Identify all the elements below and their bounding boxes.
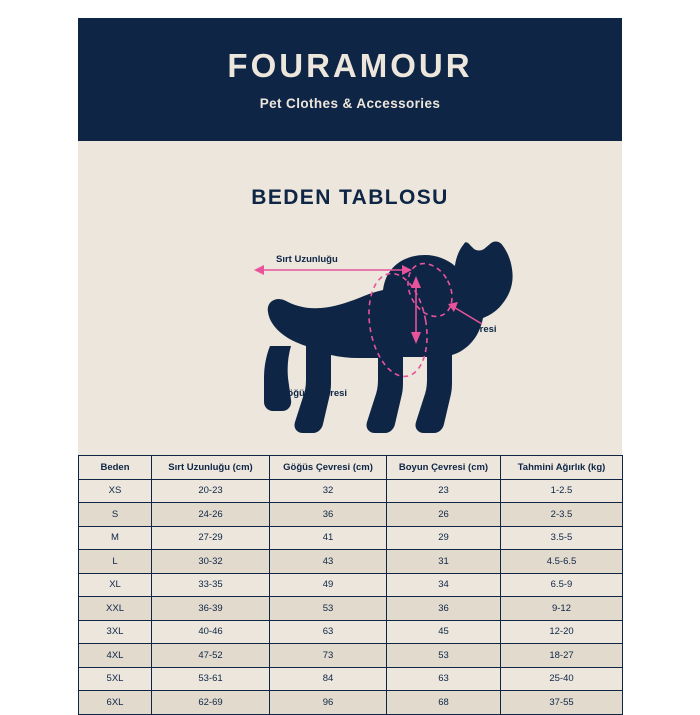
table-cell: 24-26 <box>152 503 270 527</box>
column-header-neck-girth: Boyun Çevresi (cm) <box>387 456 501 480</box>
table-cell: 6.5-9 <box>501 573 623 597</box>
table-cell: 3XL <box>79 620 152 644</box>
table-cell: 23 <box>387 479 501 503</box>
table-cell: 63 <box>270 620 387 644</box>
table-row <box>79 479 623 503</box>
table-row <box>79 691 623 715</box>
table-cell: 53 <box>387 644 501 668</box>
table-cell: 25-40 <box>501 667 623 691</box>
table-cell: 5XL <box>79 667 152 691</box>
column-header-size: Beden <box>79 456 152 480</box>
table-cell: 12-20 <box>501 620 623 644</box>
size-table-body <box>79 479 623 714</box>
dog-measurement-illustration <box>78 228 622 443</box>
table-cell: 33-35 <box>152 573 270 597</box>
table-cell: 96 <box>270 691 387 715</box>
table-cell: 20-23 <box>152 479 270 503</box>
table-cell: XS <box>79 479 152 503</box>
table-cell: 47-52 <box>152 644 270 668</box>
table-cell: 32 <box>270 479 387 503</box>
table-row <box>79 620 623 644</box>
table-header-row <box>79 456 623 480</box>
table-cell: 53 <box>270 597 387 621</box>
table-cell: XL <box>79 573 152 597</box>
table-row <box>79 597 623 621</box>
table-cell: 26 <box>387 503 501 527</box>
column-header-chest-girth: Göğüs Çevresi (cm) <box>270 456 387 480</box>
column-header-weight: Tahmini Ağırlık (kg) <box>501 456 623 480</box>
table-cell: 40-46 <box>152 620 270 644</box>
page-title: BEDEN TABLOSU <box>251 186 449 209</box>
table-cell: 6XL <box>79 691 152 715</box>
table-cell: 2-3.5 <box>501 503 623 527</box>
table-cell: 3.5-5 <box>501 526 623 550</box>
back-length-arrowhead-left <box>254 265 264 275</box>
table-cell: 27-29 <box>152 526 270 550</box>
brand-header <box>78 18 622 141</box>
table-cell: 1-2.5 <box>501 479 623 503</box>
table-cell: M <box>79 526 152 550</box>
table-cell: 63 <box>387 667 501 691</box>
table-row <box>79 503 623 527</box>
table-cell: 18-27 <box>501 644 623 668</box>
table-cell: 36 <box>270 503 387 527</box>
table-cell: 4.5-6.5 <box>501 550 623 574</box>
table-cell: 68 <box>387 691 501 715</box>
table-cell: 53-61 <box>152 667 270 691</box>
table-cell: 45 <box>387 620 501 644</box>
brand-name: FOURAMOUR <box>227 47 473 85</box>
table-cell: 49 <box>270 573 387 597</box>
size-table <box>78 455 623 715</box>
table-row <box>79 644 623 668</box>
dog-silhouette-svg <box>78 228 622 443</box>
table-cell: 29 <box>387 526 501 550</box>
table-cell: 30-32 <box>152 550 270 574</box>
table-row <box>79 667 623 691</box>
table-cell: 34 <box>387 573 501 597</box>
table-cell: 62-69 <box>152 691 270 715</box>
table-row <box>79 526 623 550</box>
label-neck-girth: Boyun Çevresi <box>430 324 497 335</box>
table-row <box>79 573 623 597</box>
column-header-back-length: Sırt Uzunluğu (cm) <box>152 456 270 480</box>
table-cell: 43 <box>270 550 387 574</box>
table-cell: 37-55 <box>501 691 623 715</box>
table-cell: 36-39 <box>152 597 270 621</box>
table-cell: 41 <box>270 526 387 550</box>
label-chest-girth: Göğüs Çevresi <box>280 388 348 399</box>
table-cell: 31 <box>387 550 501 574</box>
table-cell: S <box>79 503 152 527</box>
table-cell: L <box>79 550 152 574</box>
brand-tagline: Pet Clothes & Accessories <box>259 95 441 111</box>
table-cell: 4XL <box>79 644 152 668</box>
table-row <box>79 550 623 574</box>
size-chart-sheet <box>78 18 622 708</box>
table-cell: 73 <box>270 644 387 668</box>
size-table-container <box>78 455 622 715</box>
table-cell: 36 <box>387 597 501 621</box>
label-back-length: Sırt Uzunluğu <box>276 254 338 265</box>
size-table-head <box>79 456 623 480</box>
table-cell: 84 <box>270 667 387 691</box>
table-cell: 9-12 <box>501 597 623 621</box>
table-cell: XXL <box>79 597 152 621</box>
